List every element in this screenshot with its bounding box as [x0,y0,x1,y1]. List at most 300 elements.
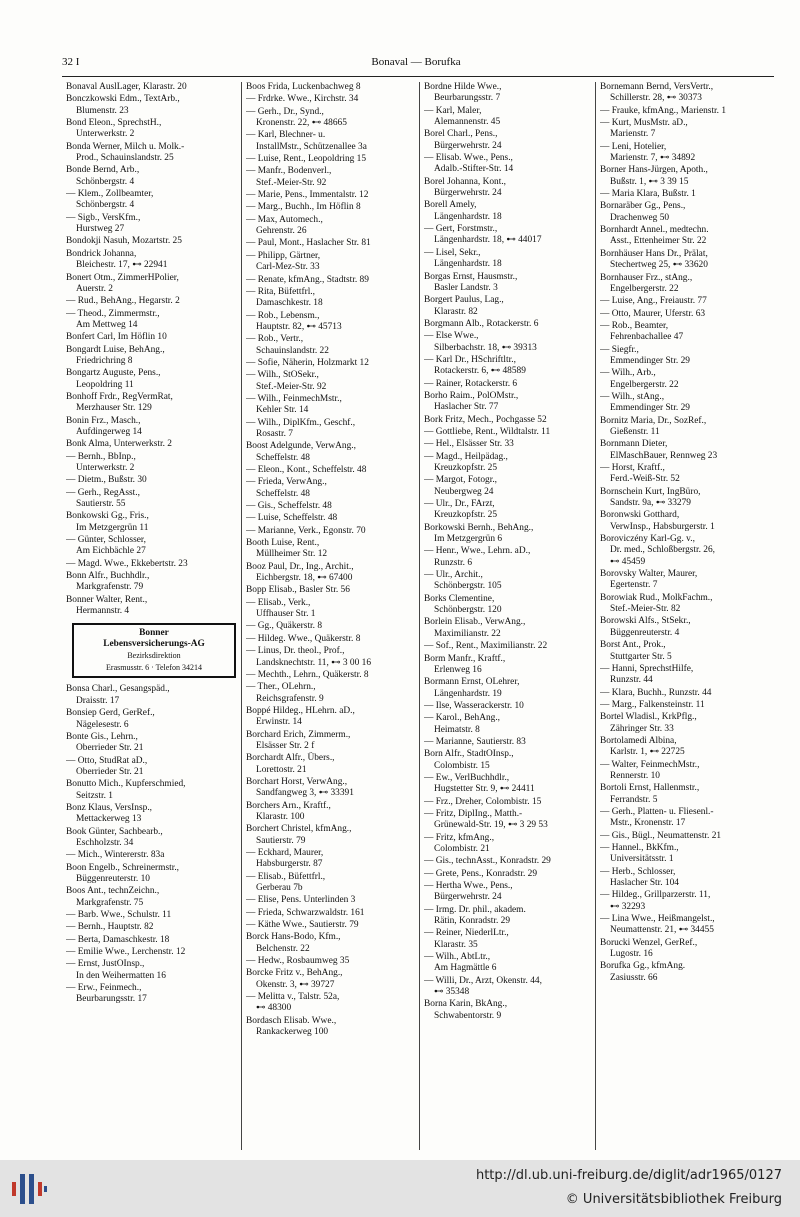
directory-entry [424,999,596,1022]
entry-line: — Margot, Fotogr., [424,475,498,486]
directory-entry [424,749,596,772]
entry-line: — Hannel., BkKfm., [600,843,679,853]
directory-entry [424,331,596,354]
directory-entry [246,154,418,165]
entry-line: — Marianne, Sautierstr. 83 [424,736,526,747]
entry-line: Bortolamedi Albina, [600,735,677,746]
entry-line: — Marianne, Verk., Egonstr. 70 [246,525,366,536]
entry-line: — Klara, Buchh., Runzstr. 44 [600,687,712,698]
entry-continuation: Merzhauser Str. 129 [76,403,152,414]
entry-line: Borkowski Bernh., BehAng., [424,522,534,533]
directory-entry [66,213,238,236]
entry-continuation: Stef.-Meier-Str. 92 [256,381,327,392]
directory-entry [66,959,238,982]
directory-entry [600,321,772,344]
entry-continuation: Draisstr. 17 [76,695,120,706]
entry-line: Bongartz Auguste, Pens., [66,368,161,379]
entry-line: Borner Hans-Jürgen, Apoth., [600,165,708,176]
entry-continuation: Emmendinger Str. 29 [610,355,690,366]
entry-line: — Magd. Wwe., Ekkebertstr. 23 [66,558,188,569]
directory-entry [66,273,238,296]
source-url-link[interactable]: http://dl.ub.uni-freiburg.de/diglit/adr1965/0127 [475,1168,782,1183]
directory-entry [600,867,772,890]
entry-continuation: Eschholzstr. 34 [76,837,134,848]
directory-entry [424,427,596,438]
entry-line: Borchert Christel, kfmAng., [246,824,352,835]
directory-entry [66,947,238,958]
entry-line: — Renate, kfmAng., Stadtstr. 89 [246,274,369,285]
entry-line: — Leni, Hotelier, [600,141,667,152]
entry-line: — Willi, Dr., Arzt, Okenstr. 44, [424,975,542,986]
directory-entry [600,463,772,486]
entry-line: — Wilh., DiplKfm., Geschf., [246,417,356,428]
entry-line: — Gis., technAsst., Konradstr. 29 [424,856,551,867]
entry-line: — Lina Wwe., Heißmangelst., [600,914,715,925]
entry-continuation: Egertenstr. 7 [610,580,658,591]
entry-line: — Theod., Zimmermstr., [66,308,160,319]
entry-line: Borovsky Walter, Maurer, [600,569,698,580]
directory-entry [66,732,238,755]
directory-entry [66,142,238,165]
directory-entry [246,130,418,153]
directory-entry [246,682,418,705]
entry-line: — Fritz, DiplIng., Matth.- [424,808,523,819]
directory-entry [424,869,596,880]
entry-line: Boon Engelb., Schreinermstr., [66,862,180,873]
entry-line: Boppé Hildeg., HLehrn. aD., [246,705,355,716]
directory-entry [424,106,596,129]
entry-line: — Barb. Wwe., Schulstr. 11 [66,910,172,920]
entry-continuation: Längenhardstr. 18 [434,211,502,222]
directory-entry [66,803,238,826]
directory-entry [600,664,772,687]
entry-line: — Herb., Schlosser, [600,866,676,877]
entry-continuation: Seitzstr. 1 [76,790,113,801]
entry-continuation: Gerberau 7b [256,883,303,894]
entry-line: — Dietm., Bußstr. 30 [66,475,147,486]
entry-line: — Wilh., stAng., [600,391,665,402]
entry-line: — Karol., BehAng., [424,713,501,724]
entry-line: — Otto, Maurer, Uferstr. 63 [600,308,706,319]
directory-entry [246,824,418,847]
copyright-text: © Universitätsbibliothek Freiburg [565,1192,782,1207]
directory-entry [600,510,772,533]
entry-continuation: Gießenstr. 11 [610,426,660,437]
directory-entry [424,797,596,808]
page-title: Bonaval — Borufka [371,56,461,68]
entry-continuation: ElMaschBauer, Rennweg 23 [610,450,718,461]
directory-entry [66,935,238,946]
directory-entry [66,571,238,594]
entry-continuation: Müllheimer Str. 12 [256,549,328,560]
entry-line: — Ernst, JustOInsp., [66,959,145,970]
entry-line: — Gottliebe, Rent., Wildtalstr. 11 [424,426,551,437]
entry-line: — Maria Klara, Bußstr. 1 [600,189,696,200]
directory-entry [424,272,596,295]
entry-continuation: Universitätsstr. 1 [610,854,674,865]
entry-line: — Gg., Quäkerstr. 8 [246,621,323,632]
entry-continuation: Zasiusstr. 66 [610,972,658,983]
directory-entry [246,358,418,369]
entry-line: Borlein Elisab., VerwAng., [424,617,526,628]
entry-continuation: Erlenweg 16 [434,664,482,675]
entry-line: Borho Raim., PolOMstr., [424,390,519,401]
directory-entry [246,513,418,524]
entry-line: Borgert Paulus, Lag., [424,295,504,306]
entry-line: Bondokji Nasuh, Mozartstr. 25 [66,236,182,247]
directory-entry [246,872,418,895]
directory-entry [424,654,596,677]
entry-continuation: Schönbergstr. 4 [76,176,135,187]
directory-entry [66,94,238,117]
entry-line: — Grete, Pens., Konradstr. 29 [424,868,538,879]
directory-entry [424,439,596,450]
entry-continuation: Sautierstr. 79 [256,835,306,846]
entry-line: Bornhauser Frz., stAng., [600,272,693,283]
library-logo-icon [8,1168,50,1210]
entry-line: — Manfr., Bodenverl., [246,166,332,177]
entry-continuation: ⊷ 32293 [610,901,646,912]
entry-continuation: Bürgerwehrstr. 24 [434,892,502,903]
directory-entry [246,287,418,310]
directory-entry [66,535,238,558]
directory-entry [600,688,772,699]
directory-entry [424,677,596,700]
directory-entry [246,932,418,955]
entry-line: Boost Adelgunde, VerwAng., [246,441,356,452]
entry-line: — Irmg. Dr. phil., akadem. [424,904,526,915]
entry-continuation: Markgrafenstr. 75 [76,897,144,908]
directory-entry [600,345,772,368]
entry-line: — Ulr., Dr., FArzt, [424,499,495,510]
entry-continuation: Colombistr. 21 [434,844,490,854]
entry-line: — Siegfr., [600,344,639,355]
directory-entry [424,452,596,475]
directory-entry [66,439,238,450]
entry-line: Bonkowski Gg., Fris., [66,511,149,522]
directory-entry [246,82,418,93]
directory-entry [246,190,418,201]
directory-entry [66,249,238,272]
entry-line: — Gis., Scheffelstr. 48 [246,501,332,512]
entry-continuation: Auerstr. 2 [76,283,113,294]
entry-continuation: Scheffelstr. 48 [256,488,310,499]
column-divider [595,82,596,1150]
directory-entry [66,684,238,707]
directory-entry [424,475,596,498]
entry-line: Bonte Gis., Lehrn., [66,731,138,742]
entry-continuation: Hurstweg 27 [76,224,125,235]
entry-continuation: Bürgerwehrstr. 24 [434,188,502,199]
directory-entry [246,394,418,417]
entry-line: — Otto, StudRat aD., [66,755,148,766]
entry-continuation: Rankackerweg 100 [256,1027,329,1038]
directory-entry [600,700,772,711]
entry-line: — Frz., Dreher, Colombistr. 15 [424,796,542,807]
directory-entry [246,908,418,919]
directory-entry [424,319,596,330]
entry-continuation: Grünewald-Str. 19, ⊷ 3 29 53 [434,820,548,831]
entry-continuation: Bürgerwehrstr. 24 [434,140,502,151]
entry-continuation: Schönbergstr. 4 [76,200,135,211]
entry-continuation: Haslacher Str. 77 [434,402,499,413]
entry-line: Borna Karin, BkAng., [424,999,508,1010]
entry-line: — Hildeg. Wwe., Quäkerstr. 8 [246,633,361,644]
entry-line: — Eleon., Kont., Scheffelstr. 48 [246,465,367,475]
directory-entry [246,730,418,753]
directory-entry [424,701,596,712]
ad-name: Bonner [139,628,169,639]
directory-entry [246,777,418,800]
entry-line: — Ulr., Archit., [424,570,483,581]
entry-continuation: Alemannenstr. 45 [434,117,501,128]
directory-entry [600,416,772,439]
entry-continuation: Engelbergerstr. 22 [610,379,679,390]
entry-line: Bonz Klaus, VersInsp., [66,802,153,813]
entry-continuation: Zähringer Str. 33 [610,723,674,734]
entry-line: Bond Eleon., SprechstH., [66,118,162,129]
page-number: 32 I [62,56,80,68]
directory-entry [600,487,772,510]
entry-line: — Berta, Damaschkestr. 18 [66,934,170,945]
entry-continuation: Landsknechtstr. 11, ⊷ 3 00 16 [256,657,372,668]
entry-continuation: Heimatstr. 8 [434,724,480,735]
entry-continuation: Längenhardstr. 18, ⊷ 44017 [434,235,542,246]
directory-entry [424,248,596,271]
directory-entry [66,511,238,534]
entry-line: Bortel Wladisl., KrkPflg., [600,712,697,723]
entry-line: — Reiner, NiederlLtr., [424,928,509,939]
entry-line: — Bernh., BbInp., [66,451,136,462]
entry-line: — Ther., OLehrn., [246,682,316,693]
column-3 [424,82,596,1152]
entry-continuation: Am Mettweg 14 [76,319,138,330]
entry-line: — Rob., Lebensm., [246,310,320,321]
directory-entry [600,82,772,105]
entry-continuation: Kehler Str. 14 [256,405,309,416]
entry-continuation: Rosastr. 7 [256,428,293,439]
entry-continuation: Unterwerkstr. 2 [76,463,135,473]
entry-continuation: Reichsgrafenstr. 9 [256,693,324,704]
entry-line: Borgmann Alb., Rotackerstr. 6 [424,318,539,329]
directory-entry [246,275,418,286]
entry-line: — Elisab. Wwe., Pens., [424,153,513,164]
entry-continuation: Beurbarungsstr. 17 [76,994,147,1005]
directory-entry [246,646,418,669]
entry-line: — Wilh., Arb., [600,368,656,379]
directory-entry [424,856,596,867]
entry-line: Boos Ant., technZeichn., [66,886,160,897]
directory-entry [66,922,238,933]
entry-line: — Kurt, MusMstr. aD., [600,118,688,129]
entry-continuation: Klarastr. 100 [256,811,305,822]
entry-line: — Sof., Rent., Maximilianstr. 22 [424,641,548,652]
directory-entry [66,296,238,307]
entry-continuation: Schönbergstr. 120 [434,605,502,616]
entry-line: Borcke Fritz v., BehAng., [246,968,343,979]
directory-entry [66,345,238,368]
column-divider [419,82,420,1150]
entry-line: — Mich., Wintererstr. 83a [66,850,165,861]
entry-line: — Hel., Elsässer Str. 33 [424,439,514,450]
directory-entry [246,370,418,393]
directory-entry [66,886,238,909]
entry-continuation: Kronenstr. 22, ⊷ 48665 [256,118,347,129]
directory-entry [600,106,772,117]
entry-line: — Elisab., Büfettfrl., [246,871,326,882]
entry-continuation: Mettackerweg 13 [76,814,142,825]
directory-entry [600,831,772,842]
directory-entry [66,779,238,802]
entry-continuation: Maximilianstr. 22 [434,628,501,639]
entry-continuation: Scheffelstr. 48 [256,452,310,463]
directory-entry [424,129,596,152]
directory-entry [424,153,596,176]
directory-entry [66,708,238,731]
entry-continuation: InstallMstr., Schützenallee 3a [256,141,367,152]
entry-continuation: Dr. med., Schloßbergstr. 26, [610,545,716,556]
directory-entry [66,118,238,141]
entry-continuation: Ferrandstr. 5 [610,794,658,805]
directory-entry [66,559,238,570]
entry-line: — Walter, FeinmechMstr., [600,759,700,770]
directory-entry [246,441,418,464]
entry-line: — Bernh., Hauptstr. 82 [66,922,154,933]
entry-line: Bormann Ernst, OLehrer, [424,677,520,688]
entry-continuation: Im Metzgergrün 11 [76,522,149,533]
directory-entry [246,107,418,130]
entry-continuation: Sautierstr. 55 [76,499,126,510]
entry-line: — Hildeg., Grillparzerstr. 11, [600,890,711,901]
entry-line: — Philipp, Gärtner, [246,250,321,261]
directory-entry [246,706,418,729]
directory-entry [246,920,418,931]
directory-entry [600,914,772,937]
entry-line: Bonert Otm., ZimmerHPolier, [66,272,179,283]
directory-entry [424,499,596,522]
directory-entry [600,640,772,663]
entry-line: Book Günter, Sachbearb., [66,826,163,837]
directory-entry [246,465,418,476]
directory-entry [66,309,238,332]
directory-entry [246,634,418,645]
entry-line: — Luise, Ang., Freiaustr. 77 [600,296,707,307]
directory-entry [66,416,238,439]
entry-continuation: Runzstr. 44 [610,675,653,686]
entry-line: Borowiak Rud., MolkFachm., [600,592,713,603]
directory-entry [424,379,596,390]
entry-continuation: Haslacher Str. 104 [610,878,679,889]
entry-line: — Mechth., Lehrn., Quäkerstr. 8 [246,669,369,680]
directory-entry [424,737,596,748]
entry-continuation: Stef.-Meier-Str. 92 [256,177,327,188]
entry-line: Bornaräber Gg., Pens., [600,201,686,212]
directory-entry [424,82,596,105]
directory-entry [246,215,418,238]
entry-line: Bonner Walter, Rent., [66,594,148,605]
entry-continuation: Ferd.-Weiß-Str. 52 [610,474,680,485]
entry-continuation: Asst., Ettenheimer Str. 22 [610,236,707,247]
entry-continuation: Aufdingerweg 14 [76,426,142,437]
directory-entry [246,621,418,632]
entry-line: Borchard Erich, Zimmerm., [246,729,351,740]
entry-line: Bonhoff Frdr., RegVermRat, [66,391,173,402]
directory-entry [66,910,238,921]
entry-continuation: Rennerstr. 10 [610,770,660,781]
directory-entry [246,166,418,189]
directory-entry [600,712,772,735]
entry-continuation: Lorettostr. 21 [256,764,307,775]
entry-line: — Elise, Pens. Unterlinden 3 [246,895,356,906]
entry-continuation: Mstr., Kronenstr. 17 [610,818,686,829]
entry-line: Boos Frida, Luckenbachweg 8 [246,82,361,92]
entry-continuation: Rotackerstr. 6, ⊷ 48589 [434,366,526,377]
entry-line: — Rud., BehAng., Hegarstr. 2 [66,296,180,307]
entry-line: Bortoli Ernst, Hallenmstr., [600,783,700,794]
entry-line: — Melitta v., Talstr. 52a, [246,992,340,1003]
directory-entry [600,189,772,200]
entry-line: — Erw., Feinmech., [66,983,142,994]
entry-continuation: Sandfangweg 3, ⊷ 33391 [256,788,354,799]
directory-entry [66,863,238,886]
directory-entry [600,392,772,415]
directory-entry [66,475,238,486]
directory-entry [424,905,596,928]
directory-entry [600,760,772,783]
entry-line: — Paul, Mont., Haslacher Str. 81 [246,238,371,249]
entry-line: — Luise, Rent., Leopoldring 15 [246,154,367,165]
entry-continuation: Friedrichring 8 [76,355,133,366]
entry-line: Borufka Gg., kfmAng. [600,961,686,972]
entry-line: — Rob., Beamter, [600,320,669,331]
directory-entry [246,238,418,249]
directory-entry [424,773,596,796]
entry-line: Bonfert Carl, Im Höflin 10 [66,332,167,343]
entry-line: — Karl, Maler, [424,105,482,116]
directory-entry [66,368,238,391]
entry-continuation: Basler Landstr. 3 [434,282,498,293]
directory-entry [246,94,418,105]
entry-line: Bornhardt Annel., medtechn. [600,225,709,236]
entry-continuation: Am Hagmättle 6 [434,963,497,974]
entry-line: Booz Paul, Dr., Ing., Archit., [246,561,354,572]
directory-entry [66,189,238,212]
entry-line: — Gis., Bügl., Neumattenstr. 21 [600,830,722,841]
directory-entry [600,938,772,961]
entry-line: Bordasch Elisab. Wwe., [246,1015,337,1026]
entry-continuation: Fehrenbachallee 47 [610,332,684,343]
entry-continuation: ⊷ 48300 [256,1003,292,1014]
column-2 [246,82,418,1152]
directory-entry [424,809,596,832]
directory-entry [66,756,238,779]
entry-line: — Rita, Büfettfrl., [246,286,315,297]
entry-line: Borovicz​ény Karl-Gg. v., [600,534,695,545]
entry-continuation: Oberrieder Str. 21 [76,766,144,777]
entry-continuation: Schauinslandstr. 22 [256,345,329,356]
directory-entry [424,546,596,569]
entry-line: Borchart Horst, VerwAng., [246,776,348,787]
entry-continuation: ⊷ 45459 [610,556,646,567]
directory-entry [600,201,772,224]
entry-continuation: Emmendinger Str. 29 [610,403,690,414]
directory-entry [600,165,772,188]
directory-entry [246,477,418,500]
entry-continuation: Hauptstr. 82, ⊷ 45713 [256,321,342,332]
directory-entry [600,807,772,830]
entry-line: Bornhäuser Hans Dr., Prälat, [600,248,708,259]
directory-entry [246,670,418,681]
